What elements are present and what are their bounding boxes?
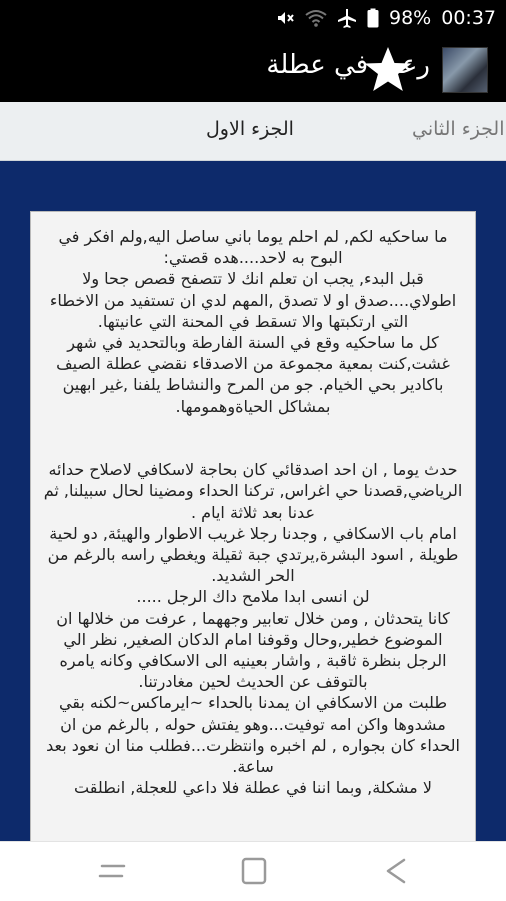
story-content[interactable]: [0, 161, 506, 841]
back-icon[interactable]: [378, 854, 414, 888]
airplane-mode-icon: [337, 8, 357, 28]
mute-icon: [275, 8, 295, 28]
status-icons: [275, 0, 496, 36]
clock: 00:37: [441, 7, 496, 29]
story-text: ما ساحكيه لكم, لم احلم يوما باني ساصل اليه,ولم افكر في البوح به لاحد....هده قصتي: قبل البدء, يجب ان تعلم انك لا تتصفح قصص جحا ولا اطولاي....صدق او لا تصدق ,المهم لدي ان تستفيد من الاخطاء التي ارتكبتها والا تسقط في المحنة التي عانيتها. كل ما ساحكيه وقع في السنة الفارطة وبالتحديد في شهر غشت,كنت بمعية مجموعة من الاصدقاء نقضي عطلة الصيف باكادير بحي الخيام. جو من المرح والنشاط يلفنا ,غير ابهين بمشاكل الحياةوهمومها. حدث يوما , ان احد اصدقائي كان بحاجة لاسكافي لاصلاح حدائه الرياضي,قصدنا حي اغراس, تركنا الحداء ومضينا لحال سبيلنا, ثم عدنا بعد ثلاثة ايام . امام باب الاسكافي , وجدنا رجلا غريب الاطوار والهيئة, دو لحية طويلة , اسود البشرة,يرتدي جبة ثقيلة ويغطي راسه بالرغم من الحر الشديد. لن انسى ابدا ملامح داك الرجل ..... كانا يتحدثان , ومن خلال تعابير وجههما , عرفت من خلالها ان الموضوع خطير,وحال وقوفنا امام الدكان الصغير, نظر الي الرجل بنظرة ثاقبة , واشار بعينيه الى الاسكافي وكانه يامره بالتوقف عن الحديث لحين مغادرتنا. طلبت من الاسكافي ان يمدنا بالحداء ~ايرماكس~لكنه بقي مشدوها واكن امه توفيت...وهو يفتش حوله , بالرغم من ان الحداء كان بجواره , لم اخبره وانتظرت...فطلب منا ان نعود بعد ساعة. لا مشكلة, وبما اننا في عطلة فلا داعي للعجلة, انطلقت: [43, 227, 463, 798]
battery-icon: [367, 8, 379, 28]
battery-percent: 98%: [389, 7, 432, 29]
tab-part-two[interactable]: الجزء الثاني: [412, 118, 505, 140]
home-nav-icon[interactable]: [236, 854, 272, 888]
tab-part-one[interactable]: الجزء الاول: [206, 118, 294, 140]
status-bar: [0, 0, 506, 36]
app-thumbnail: [442, 47, 488, 93]
navigation-bar: [0, 841, 506, 901]
tab-bar: [0, 102, 506, 161]
app-title: رعب في عطلة: [266, 50, 430, 80]
app-bar: [0, 36, 506, 102]
wifi-icon: [305, 9, 327, 27]
story-card: [30, 211, 476, 841]
recent-apps-icon[interactable]: [94, 854, 130, 888]
